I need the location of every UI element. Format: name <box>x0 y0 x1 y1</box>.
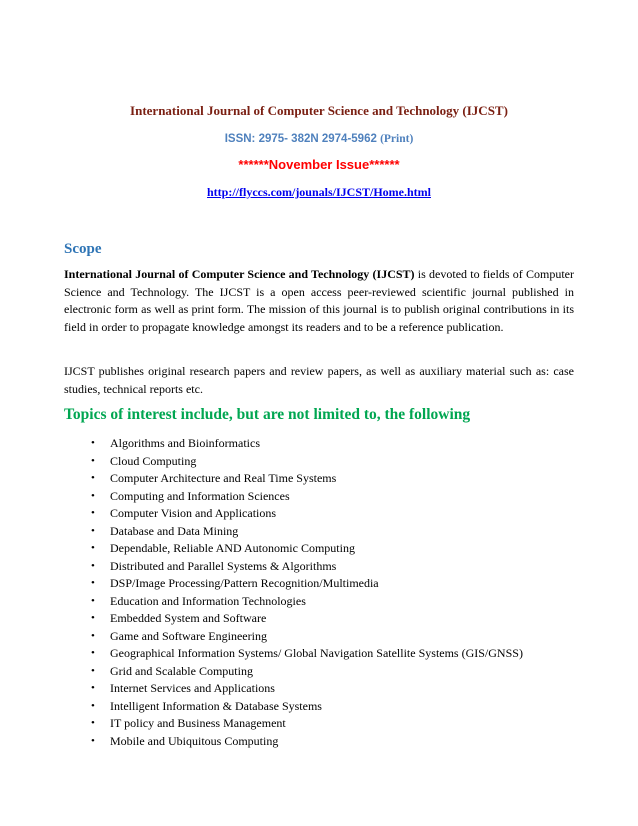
topic-label: Cloud Computing <box>110 453 197 468</box>
bullet-icon: • <box>91 717 95 729</box>
bullet-icon: • <box>91 437 95 449</box>
bullet-icon: • <box>91 682 95 694</box>
bullet-icon: • <box>91 454 95 467</box>
topic-label: Dependable, Reliable AND Autonomic Computing <box>110 541 355 555</box>
bullet-icon: • <box>91 542 95 554</box>
topics-heading: Topics of interest include, but are not limited to, the following <box>64 406 471 423</box>
bullet-icon: • <box>91 612 95 624</box>
list-item <box>64 435 574 453</box>
list-item <box>64 610 574 628</box>
scope-paragraph-2: IJCST publishes original research papers and review papers, as well as auxiliary material such as: case studies, technical reports etc. <box>64 364 574 396</box>
list-item <box>64 628 574 646</box>
list-item <box>64 680 574 698</box>
list-item <box>64 505 574 523</box>
scope-paragraph-1-text: is devoted to fields of Computer Science and Technology. The IJCST is a open access peer-reviewed scientific journal published in electronic form as well as print form. The mission of this journal is to publish original contributions in its field in order to propagate knowledge amongst its readers and to be a reference publication. <box>64 267 574 334</box>
bullet-icon: • <box>91 577 95 589</box>
bullet-icon: • <box>91 489 95 502</box>
list-item <box>64 523 574 541</box>
list-item <box>64 645 574 663</box>
topic-label: Mobile and Ubiquitous Computing <box>110 733 279 748</box>
bullet-icon: • <box>91 664 95 677</box>
scope-paragraph-1 <box>64 266 574 336</box>
topic-label: Embedded System and Software <box>110 611 267 625</box>
list-item <box>64 488 574 506</box>
list-item <box>64 575 574 593</box>
journal-name-bold: International Journal of Computer Science and Technology (IJCST) <box>64 267 415 281</box>
list-item <box>64 698 574 716</box>
list-item <box>64 733 574 751</box>
bullet-icon: • <box>91 647 95 659</box>
issue-banner: ******November Issue****** <box>238 157 400 172</box>
list-item <box>64 663 574 681</box>
topic-label: Computing and Information Sciences <box>110 488 290 503</box>
scope-heading: Scope <box>64 241 102 257</box>
topic-label: Intelligent Information & Database Systems <box>110 698 322 713</box>
list-item <box>64 470 574 488</box>
topic-label: Internet Services and Applications <box>110 681 275 695</box>
issn-number: ISSN: 2975- 382N 2974-5962 <box>224 133 381 145</box>
topic-label: Geographical Information Systems/ Global Navigation Satellite Systems (GIS/GNSS) <box>110 646 523 660</box>
issn-line <box>0 133 638 145</box>
list-item <box>64 540 574 558</box>
topic-label: DSP/Image Processing/Pattern Recognition/Multimedia <box>110 576 379 590</box>
bullet-icon: • <box>91 734 95 747</box>
journal-url-link[interactable]: http://flyccs.com/jounals/IJCST/Home.html <box>207 185 431 199</box>
journal-title: International Journal of Computer Science and Technology (IJCST) <box>130 103 508 118</box>
bullet-icon: • <box>91 524 95 537</box>
bullet-icon: • <box>91 699 95 712</box>
bullet-icon: • <box>91 472 95 484</box>
bullet-icon: • <box>91 629 95 642</box>
topic-label: Computer Vision and Applications <box>110 506 277 520</box>
list-item <box>64 453 574 471</box>
topic-label: Algorithms and Bioinformatics <box>110 436 260 450</box>
bullet-icon: • <box>91 559 95 572</box>
topic-label: Computer Architecture and Real Time Systems <box>110 471 337 485</box>
topic-label: Distributed and Parallel Systems & Algorithms <box>110 558 337 573</box>
topic-list <box>64 435 574 750</box>
topic-label: Database and Data Mining <box>110 523 239 538</box>
issn-print-label: (Print) <box>380 133 414 145</box>
bullet-icon: • <box>91 507 95 519</box>
url-line <box>0 183 638 201</box>
topic-label: IT policy and Business Management <box>110 716 286 730</box>
list-item <box>64 593 574 611</box>
topic-label: Grid and Scalable Computing <box>110 663 253 678</box>
topic-label: Education and Information Technologies <box>110 593 306 608</box>
bullet-icon: • <box>91 594 95 607</box>
list-item <box>64 715 574 733</box>
list-item <box>64 558 574 576</box>
topic-label: Game and Software Engineering <box>110 628 267 643</box>
